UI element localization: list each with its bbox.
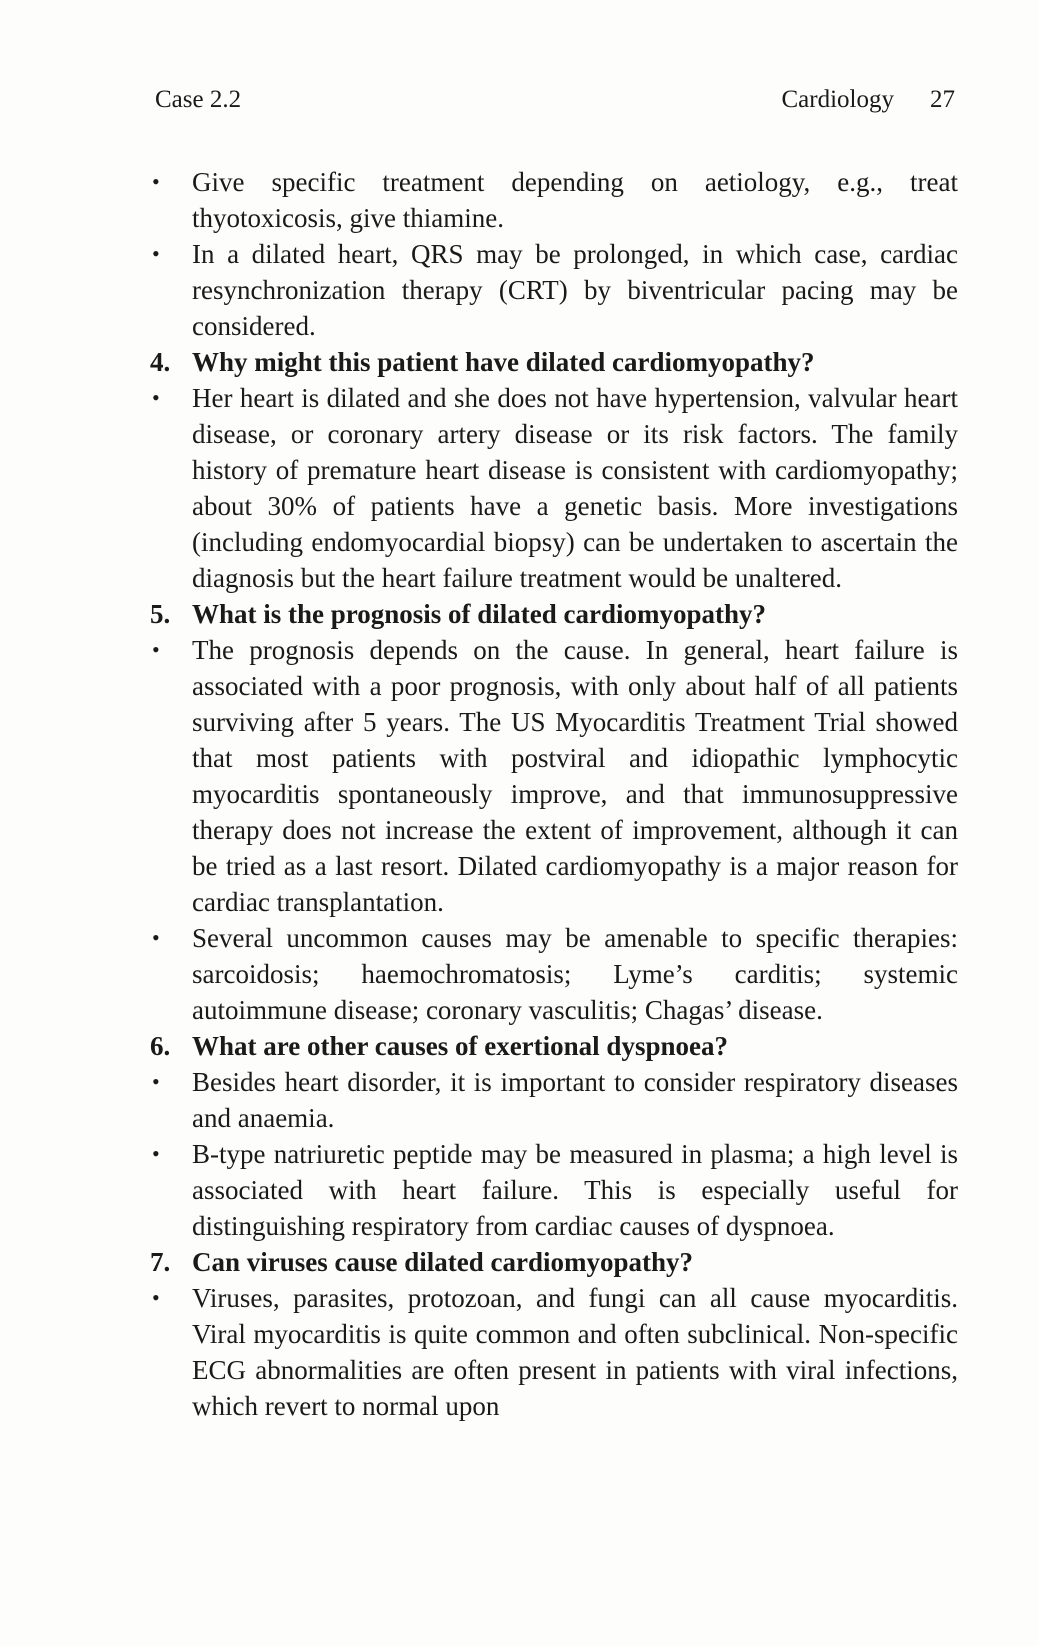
question-number: 4. [150,347,171,377]
bullet-item [150,632,958,920]
bullet-text: Several uncommon causes may be amenable to specific therapies: sarcoidosis; haemochromatosis; Lyme’s carditis; systemic autoimmune disease; coronary vasculitis; Chagas’ disease. [192,923,958,1025]
page-number: 27 [930,86,955,113]
bullet-marker: • [152,925,160,950]
question-heading [150,1028,958,1064]
case-label: Case 2.2 [155,86,242,113]
bullet-marker: • [152,1141,160,1166]
bullet-item [150,236,958,344]
question-text: Why might this patient have dilated cardiomyopathy? [192,347,815,377]
bullet-item [150,164,958,236]
bullet-text: In a dilated heart, QRS may be prolonged, in which case, cardiac resynchronization therapy (CRT) by biventricular pacing may be considered. [192,239,958,341]
section-title: Cardiology [781,86,894,113]
question-text: What is the prognosis of dilated cardiomyopathy? [192,599,767,629]
bullet-item [150,1064,958,1136]
bullet-item [150,1280,958,1424]
question-heading [150,596,958,632]
question-heading [150,1244,958,1280]
bullet-item [150,380,958,596]
bullet-text: Give specific treatment depending on aetiology, e.g., treat thyotoxicosis, give thiamine. [192,167,958,233]
running-head-right [782,82,956,118]
question-heading [150,344,958,380]
question-text: What are other causes of exertional dyspnoea? [192,1031,728,1061]
bullet-marker: • [152,169,160,194]
running-head [155,82,955,118]
bullet-text: Viruses, parasites, protozoan, and fungi can all cause myocarditis. Viral myocarditis is quite common and often subclinical. Non-specific ECG abnormalities are often present in patients with viral infections, which revert to normal upon [192,1283,958,1421]
question-number: 5. [150,599,171,629]
bullet-item [150,920,958,1028]
question-number: 6. [150,1031,171,1061]
bullet-marker: • [152,1069,160,1094]
bullet-marker: • [152,637,160,662]
bullet-marker: • [152,385,160,410]
bullet-text: Her heart is dilated and she does not have hypertension, valvular heart disease, or coronary artery disease or its risk factors. The family history of premature heart disease is consistent with cardiomyopathy; about 30% of patients have a genetic basis. More investigations (including endomyocardial biopsy) can be undertaken to ascertain the diagnosis but the heart failure treatment would be unaltered. [192,383,958,593]
bullet-text: B-type natriuretic peptide may be measured in plasma; a high level is associated with heart failure. This is especially useful for distinguishing respiratory from cardiac causes of dyspnoea. [192,1139,958,1241]
page-body [150,164,958,1424]
bullet-text: The prognosis depends on the cause. In general, heart failure is associated with a poor prognosis, with only about half of all patients surviving after 5 years. The US Myocarditis Treatment Trial showed that most patients with postviral and idiopathic lymphocytic myocarditis spontaneously improve, and that immunosuppressive therapy does not increase the extent of improvement, although it can be tried as a last resort. Dilated cardiomyopathy is a major reason for cardiac transplantation. [192,635,958,917]
question-text: Can viruses cause dilated cardiomyopathy? [192,1247,694,1277]
bullet-item [150,1136,958,1244]
question-number: 7. [150,1247,171,1277]
bullet-text: Besides heart disorder, it is important to consider respiratory diseases and anaemia. [192,1067,958,1133]
bullet-marker: • [152,241,160,266]
bullet-marker: • [152,1285,160,1310]
